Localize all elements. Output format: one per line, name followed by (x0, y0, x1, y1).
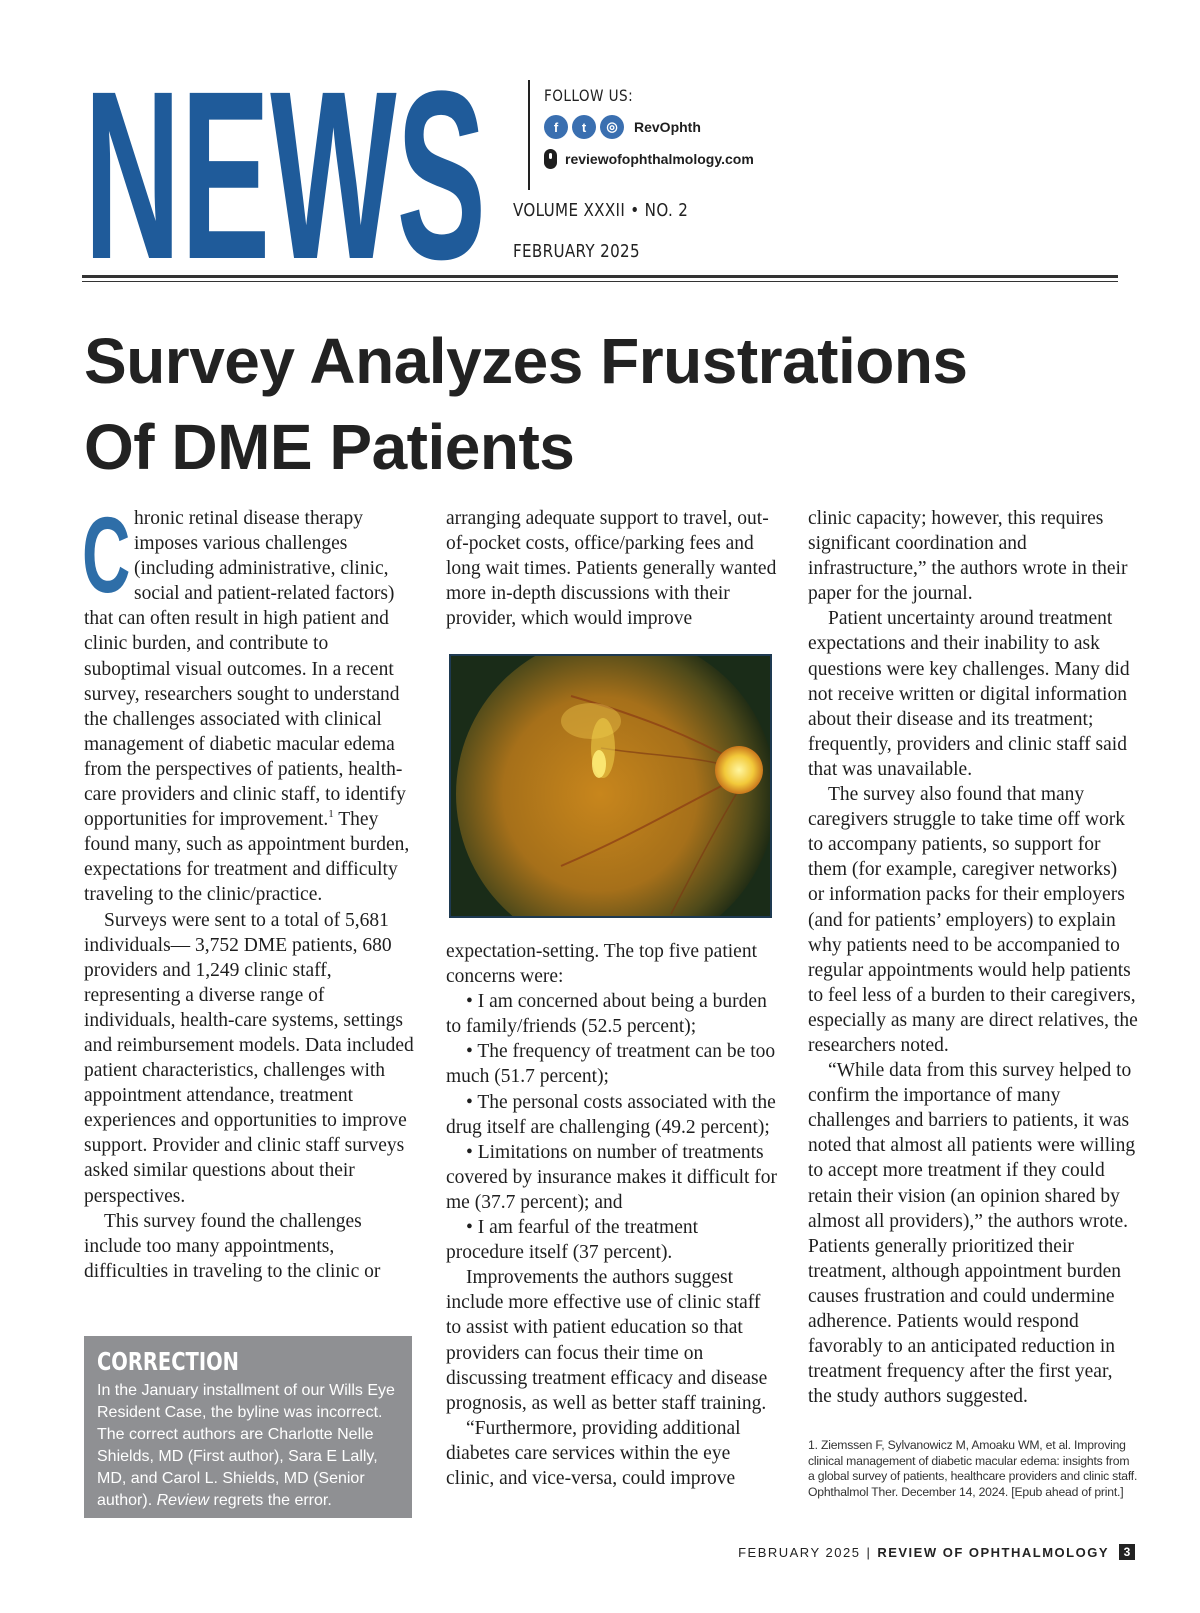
paragraph: This survey found the challenges include too many appointments, difficulties in traveling to the clinic or (84, 1210, 381, 1282)
mouse-icon (544, 149, 557, 169)
masthead-rule-thin (82, 281, 1118, 282)
paragraph: “Furthermore, providing additional diabetes care services within the eye clinic, and vice-versa, could improve (446, 1417, 741, 1489)
article-column-1 (82, 494, 416, 1284)
paragraph: expectation-setting. The top five patient concerns were: (446, 941, 758, 988)
reference-marker[interactable]: 1 (328, 808, 334, 821)
headline-line-2: Of DME Patients (84, 411, 575, 483)
paragraph-text: They found many, such as appointment burden, expectations for treatment and difficulty traveling to the clinic/practice. (84, 809, 410, 906)
website-row (544, 149, 754, 169)
instagram-icon[interactable]: ◎ (600, 115, 624, 139)
article-column-2 (446, 506, 778, 631)
social-row (544, 115, 754, 139)
footer-separator: | (866, 1544, 872, 1560)
paragraph: Improvements the authors suggest include more effective use of clinic staff to assist with patient education so that providers can focus their time on discussing treatment efficacy and disease prognosis, as well as better staff training. (446, 1267, 768, 1414)
correction-text-end: regrets the error. (209, 1492, 332, 1509)
follow-us-block (528, 80, 754, 190)
paragraph (82, 494, 416, 908)
reference-footnote: 1. Ziemssen F, Sylvanowicz M, Amoaku WM, et al. Improving clinical management of diabetic macular edema: insights from a global survey of patients, healthcare providers and clinic staff. Ophthalmol Ther. December 14, 2024. [Epub ahead of print.] (808, 1438, 1138, 1499)
correction-text: In the January installment of our Wills Eye Resident Case, the byline was incorrect. The correct authors are Charlotte Nelle Shields, MD (First author), Sara E Lally, MD, and Carol L. Shields, MD (Senior author). (97, 1382, 395, 1509)
paragraph-text: hronic retinal disease therapy imposes various challenges (including administrative, clinic, social and patient-related factors) that can often result in high patient and clinic burden, and contribute to suboptimal visual outcomes. In a recent survey, researchers sought to understand the challenges associated with clinical management of diabetic macular edema from the perspectives of patients, health-care providers and clinic staff, to identify opportunities for improvement. (84, 508, 406, 831)
social-handle[interactable]: RevOphth (634, 119, 701, 135)
list-item: • Limitations on number of treatments covered by insurance makes it difficult for me (37.7 percent); and (446, 1141, 778, 1213)
footer-date: FEBRUARY 2025 (738, 1544, 861, 1560)
news-masthead (84, 72, 504, 270)
list-item: • I am fearful of the treatment procedure itself (37 percent). (446, 1217, 699, 1264)
drop-cap: C (82, 494, 131, 615)
correction-body (97, 1380, 399, 1512)
article-column-2-lower (446, 939, 778, 1491)
page-footer (738, 1544, 1135, 1560)
paragraph: Patient uncertainty around treatment expectations and their inability to ask questions were key challenges. Many did not receive written or digital information about their disease and its treatment; frequently, providers and clinic staff said that was unavailable. (808, 608, 1130, 780)
list-item: • I am concerned about being a burden to family/friends (52.5 percent); (446, 991, 767, 1038)
paragraph: arranging adequate support to travel, out-of-pocket costs, office/parking fees and long wait times. Patients generally wanted more in-depth discussions with their provider, which would improve (446, 508, 777, 630)
paragraph: The survey also found that many caregivers struggle to take time off work to accompany patients, so support for them (for example, caregiver networks) or information packs for their employers (and for patients’ employers) to explain why patients need to be accompanied to regular appointments would help patients to feel less of a burden to their caregivers, especially as many are direct relatives, the researchers noted. (808, 784, 1138, 1056)
article-column-3 (808, 506, 1138, 1409)
fundus-photo (449, 654, 772, 918)
paragraph: “While data from this survey helped to confirm the importance of many challenges and barriers to patients, it was noted that almost all patients were willing to accept more treatment if they could retain their vision (an opinion shared by almost all providers),” the authors wrote. Patients generally prioritized their treatment, although appointment burden causes frustration and could undermine adherence. Patients would respond favorably to an anticipated reduction in treatment frequency after the first year, the study authors suggested. (808, 1060, 1136, 1408)
correction-box (84, 1336, 412, 1518)
twitter-icon[interactable]: t (572, 115, 596, 139)
page-number: 3 (1119, 1544, 1135, 1560)
correction-publication-name: Review (156, 1492, 210, 1509)
article-headline (84, 318, 1124, 490)
follow-us-label: FOLLOW US: (544, 86, 634, 105)
correction-title: CORRECTION (97, 1347, 240, 1376)
website-link[interactable]: reviewofophthalmology.com (565, 151, 754, 167)
list-item: • The personal costs associated with the drug itself are challenging (49.2 percent); (446, 1091, 776, 1138)
facebook-icon[interactable]: f (544, 115, 568, 139)
masthead-rule (82, 275, 1118, 278)
footer-publication: REVIEW OF OPHTHALMOLOGY (877, 1544, 1109, 1560)
paragraph: Surveys were sent to a total of 5,681 individuals— 3,752 DME patients, 680 providers and 1,249 clinic staff, representing a diverse range of individuals, health-care systems, settings and reimbursement models. Data included patient characteristics, challenges with appointment attendance, treatment experiences and opportunities to improve support. Provider and clinic staff surveys asked similar questions about their perspectives. (84, 909, 414, 1207)
volume-number: VOLUME XXXII • NO. 2 (513, 200, 689, 221)
list-item: • The frequency of treatment can be too much (51.7 percent); (446, 1041, 776, 1088)
headline-line-1: Survey Analyzes Frustrations (84, 325, 968, 397)
masthead-word: NEWS (84, 72, 486, 270)
paragraph: clinic capacity; however, this requires significant coordination and infrastructure,” the authors wrote in their paper for the journal. (808, 508, 1128, 605)
issue-date: FEBRUARY 2025 (513, 241, 640, 262)
